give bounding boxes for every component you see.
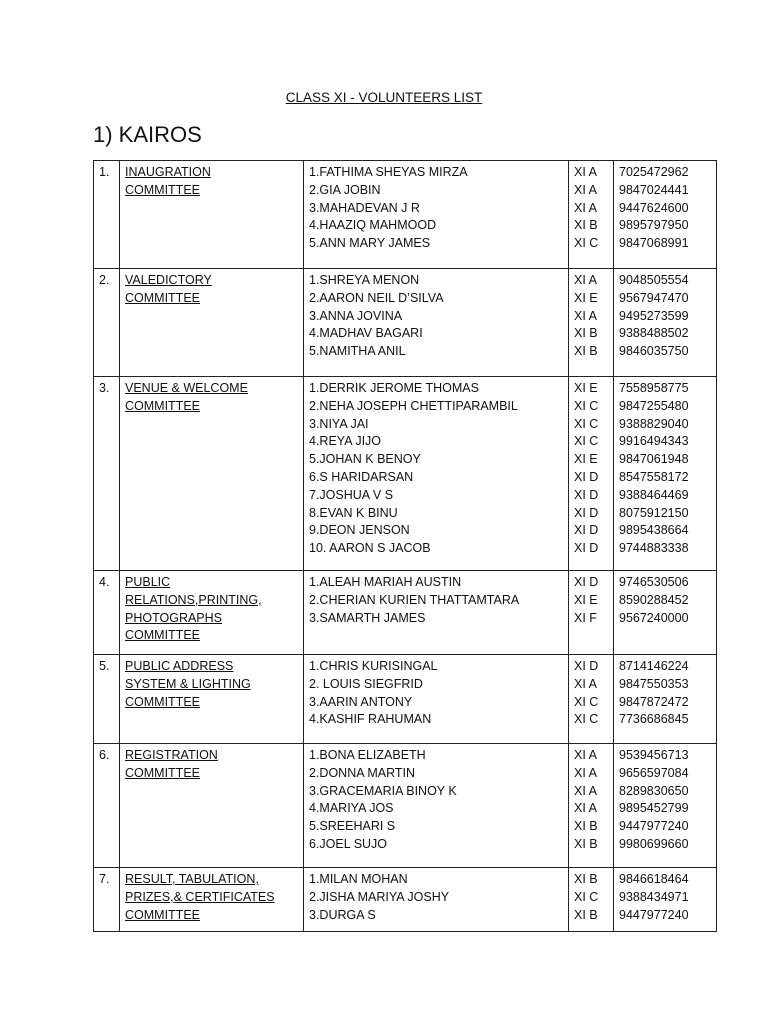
volunteer-phone-cell: [614, 377, 717, 571]
volunteer-class: XI D: [574, 469, 599, 484]
committee-name-line: COMMITTEE: [125, 398, 200, 413]
volunteer-class-cell: [569, 655, 614, 744]
volunteer-name: 4.KASHIF RAHUMAN: [309, 712, 432, 727]
volunteer-phone-cell: [614, 744, 717, 868]
volunteer-phone: 9495273599: [619, 308, 689, 323]
volunteer-name: 4.MADHAV BAGARI: [309, 326, 423, 341]
volunteer-phone: 9539456713: [619, 748, 689, 762]
volunteer-phone: 9895452799: [619, 801, 689, 816]
committee-name-line: INAUGRATION: [125, 165, 211, 179]
volunteer-phone: 8547558172: [619, 469, 689, 484]
volunteer-name: 4.REYA JIJO: [309, 434, 382, 449]
volunteer-name-cell: [304, 269, 569, 377]
committee-name: [120, 161, 304, 269]
volunteer-name-cell: [304, 868, 569, 932]
committee-name-line: COMMITTEE: [125, 290, 200, 305]
volunteer-name: 5.ANN MARY JAMES: [309, 236, 431, 251]
volunteer-class: XI A: [574, 765, 597, 780]
volunteer-class: XI C: [574, 398, 599, 413]
volunteer-class-cell: [569, 571, 614, 655]
committee-row: [94, 868, 717, 932]
volunteer-name: 7.JOSHUA V S: [309, 487, 394, 502]
volunteer-class: XI A: [574, 308, 597, 323]
volunteer-name: 2.JISHA MARIYA JOSHY: [309, 889, 450, 904]
committee-name-line: VENUE & WELCOME: [125, 381, 248, 395]
volunteer-class: XI A: [574, 801, 597, 816]
volunteer-phone: 9846035750: [619, 344, 689, 359]
volunteer-phone: 9447977240: [619, 819, 689, 834]
volunteer-name: 6.S HARIDARSAN: [309, 469, 414, 484]
committee-name-line: COMMITTEE: [125, 628, 200, 643]
volunteer-class: XI A: [574, 165, 597, 179]
committee-row: [94, 377, 717, 571]
volunteer-phone: 9847068991: [619, 236, 689, 251]
volunteer-phone-cell: [614, 868, 717, 932]
volunteer-phone: 7736686845: [619, 712, 689, 727]
volunteer-name: 3.GRACEMARIA BINOY K: [309, 783, 457, 798]
committee-row: [94, 161, 717, 269]
volunteer-class: XI E: [574, 592, 598, 607]
volunteer-phone: 9746530506: [619, 575, 689, 589]
volunteer-phone: 9388488502: [619, 326, 689, 341]
row-number: 4.: [94, 571, 120, 655]
volunteer-name: 8.EVAN K BINU: [309, 505, 398, 520]
volunteer-name: 2.GIA JOBIN: [309, 182, 381, 197]
volunteer-name: 3.NIYA JAI: [309, 416, 369, 431]
committee-row: [94, 655, 717, 744]
volunteer-class: XI E: [574, 452, 598, 467]
volunteer-class: XI C: [574, 712, 599, 727]
volunteer-class: XI D: [574, 541, 599, 556]
volunteer-name: 10. AARON S JACOB: [309, 541, 431, 556]
volunteer-name: 3.ANNA JOVINA: [309, 308, 403, 323]
volunteer-class: XI B: [574, 872, 598, 886]
volunteer-name: 1.FATHIMA SHEYAS MIRZA: [309, 165, 468, 179]
volunteer-phone: 9744883338: [619, 541, 689, 556]
volunteer-phone: 7025472962: [619, 165, 689, 179]
volunteers-table: [93, 160, 717, 932]
volunteer-name: 1.SHREYA MENON: [309, 273, 420, 287]
volunteer-class: XI C: [574, 434, 599, 449]
volunteer-phone: 9847061948: [619, 452, 689, 467]
committee-name-line: REGISTRATION: [125, 748, 218, 762]
volunteer-name: 3.MAHADEVAN J R: [309, 200, 420, 215]
volunteer-class: XI A: [574, 200, 597, 215]
volunteer-phone: 9388829040: [619, 416, 689, 431]
volunteer-name: 1.ALEAH MARIAH AUSTIN: [309, 575, 462, 589]
volunteer-phone: 8075912150: [619, 505, 689, 520]
volunteer-phone: 9656597084: [619, 765, 689, 780]
volunteer-class: XI C: [574, 236, 599, 251]
volunteer-class: XI D: [574, 487, 599, 502]
volunteer-name: 2.AARON NEIL D’SILVA: [309, 290, 444, 305]
row-number: 7.: [94, 868, 120, 932]
committee-name-line: COMMITTEE: [125, 182, 200, 197]
volunteer-class: XI D: [574, 523, 599, 538]
volunteer-class: XI D: [574, 659, 599, 673]
volunteer-class: XI B: [574, 344, 598, 359]
volunteer-class: XI C: [574, 694, 599, 709]
committee-row: [94, 269, 717, 377]
volunteer-name: 2.NEHA JOSEPH CHETTIPARAMBIL: [309, 398, 518, 413]
volunteer-name: 1.DERRIK JEROME THOMAS: [309, 381, 479, 395]
volunteer-name: 2.CHERIAN KURIEN THATTAMTARA: [309, 592, 520, 607]
volunteer-phone: 9980699660: [619, 836, 689, 851]
volunteer-name: 3.DURGA S: [309, 907, 376, 922]
volunteer-phone: 9847255480: [619, 398, 689, 413]
row-number: 6.: [94, 744, 120, 868]
volunteer-phone: 9847872472: [619, 694, 689, 709]
volunteer-phone-cell: [614, 655, 717, 744]
volunteer-class: XI C: [574, 416, 599, 431]
committee-name-line: COMMITTEE: [125, 694, 200, 709]
volunteer-class: XI E: [574, 290, 598, 305]
volunteer-class: XI B: [574, 819, 598, 834]
volunteer-phone-cell: [614, 269, 717, 377]
committee-row: [94, 744, 717, 868]
committee-name-line: RELATIONS,PRINTING,: [125, 592, 262, 607]
volunteer-phone: 9895438664: [619, 523, 689, 538]
volunteer-class-cell: [569, 377, 614, 571]
volunteer-name: 2.DONNA MARTIN: [309, 765, 416, 780]
volunteer-phone: 9847024441: [619, 182, 689, 197]
volunteer-name-cell: [304, 655, 569, 744]
volunteer-class: XI D: [574, 505, 599, 520]
volunteer-name: 5.NAMITHA ANIL: [309, 344, 406, 359]
committee-name-line: PRIZES,& CERTIFICATES: [125, 889, 275, 904]
committee-name-line: VALEDICTORY: [125, 273, 212, 287]
row-number: 3.: [94, 377, 120, 571]
volunteer-phone: 9388464469: [619, 487, 689, 502]
volunteer-phone: 8714146224: [619, 659, 689, 673]
section-title: 1) KAIROS: [93, 122, 202, 147]
volunteer-name: 3.AARIN ANTONY: [309, 694, 413, 709]
volunteer-phone: 9847550353: [619, 676, 689, 691]
volunteer-phone: 9388434971: [619, 889, 689, 904]
committee-name: [120, 377, 304, 571]
committee-name: [120, 744, 304, 868]
volunteer-phone: 9447977240: [619, 907, 689, 922]
volunteer-class-cell: [569, 868, 614, 932]
row-number: 1.: [94, 161, 120, 269]
volunteer-class-cell: [569, 269, 614, 377]
volunteer-name: 5.SREEHARI S: [309, 819, 396, 834]
volunteer-phone: 9567240000: [619, 610, 689, 625]
committee-name-line: COMMITTEE: [125, 765, 200, 780]
volunteer-class: XI D: [574, 575, 599, 589]
volunteer-class: XI F: [574, 610, 597, 625]
committee-row: [94, 571, 717, 655]
volunteer-class: XI A: [574, 182, 597, 197]
committee-name-line: COMMITTEE: [125, 907, 200, 922]
row-number: 2.: [94, 269, 120, 377]
volunteer-phone: 8590288452: [619, 592, 689, 607]
volunteer-class: XI A: [574, 748, 597, 762]
volunteer-class: XI B: [574, 326, 598, 341]
volunteers-table-body: [94, 161, 717, 932]
volunteer-class: XI B: [574, 836, 598, 851]
row-number: 5.: [94, 655, 120, 744]
volunteer-name-cell: [304, 377, 569, 571]
volunteer-phone-cell: [614, 161, 717, 269]
volunteer-name-cell: [304, 571, 569, 655]
volunteer-class: XI A: [574, 676, 597, 691]
committee-name: [120, 655, 304, 744]
volunteer-phone: 9447624600: [619, 200, 689, 215]
volunteer-name: 5.JOHAN K BENOY: [309, 452, 421, 467]
committee-name: [120, 269, 304, 377]
volunteer-phone: 9048505554: [619, 273, 689, 287]
volunteer-phone: 8289830650: [619, 783, 689, 798]
document-title: CLASS XI - VOLUNTEERS LIST: [285, 90, 483, 105]
volunteer-name: 6.JOEL SUJO: [309, 836, 388, 851]
volunteer-phone: 9895797950: [619, 218, 689, 233]
volunteer-phone-cell: [614, 571, 717, 655]
committee-name: [120, 868, 304, 932]
volunteer-name: 1.CHRIS KURISINGAL: [309, 659, 438, 673]
committee-name-line: PUBLIC ADDRESS: [125, 659, 234, 673]
volunteer-name: 9.DEON JENSON: [309, 523, 410, 538]
volunteer-phone: 7558958775: [619, 381, 689, 395]
volunteer-class-cell: [569, 161, 614, 269]
volunteer-class: XI E: [574, 381, 598, 395]
volunteer-name: 1.MILAN MOHAN: [309, 872, 408, 886]
volunteer-name: 4.MARIYA JOS: [309, 801, 394, 816]
committee-name-line: SYSTEM & LIGHTING: [125, 676, 251, 691]
volunteer-name: 1.BONA ELIZABETH: [309, 748, 426, 762]
committee-name-line: RESULT, TABULATION,: [125, 872, 259, 886]
volunteer-phone: 9567947470: [619, 290, 689, 305]
volunteer-phone: 9916494343: [619, 434, 689, 449]
volunteer-name-cell: [304, 744, 569, 868]
volunteer-class: XI A: [574, 273, 597, 287]
volunteer-name-cell: [304, 161, 569, 269]
committee-name-line: PHOTOGRAPHS: [125, 610, 223, 625]
volunteer-name: 3.SAMARTH JAMES: [309, 610, 426, 625]
volunteer-class: XI A: [574, 783, 597, 798]
volunteer-name: 4.HAAZIQ MAHMOOD: [309, 218, 437, 233]
volunteer-phone: 9846618464: [619, 872, 689, 886]
volunteer-class: XI B: [574, 907, 598, 922]
volunteer-class: XI B: [574, 218, 598, 233]
committee-name: [120, 571, 304, 655]
committee-name-line: PUBLIC: [125, 575, 171, 589]
volunteer-class: XI C: [574, 889, 599, 904]
volunteer-class-cell: [569, 744, 614, 868]
volunteer-name: 2. LOUIS SIEGFRID: [309, 676, 423, 691]
